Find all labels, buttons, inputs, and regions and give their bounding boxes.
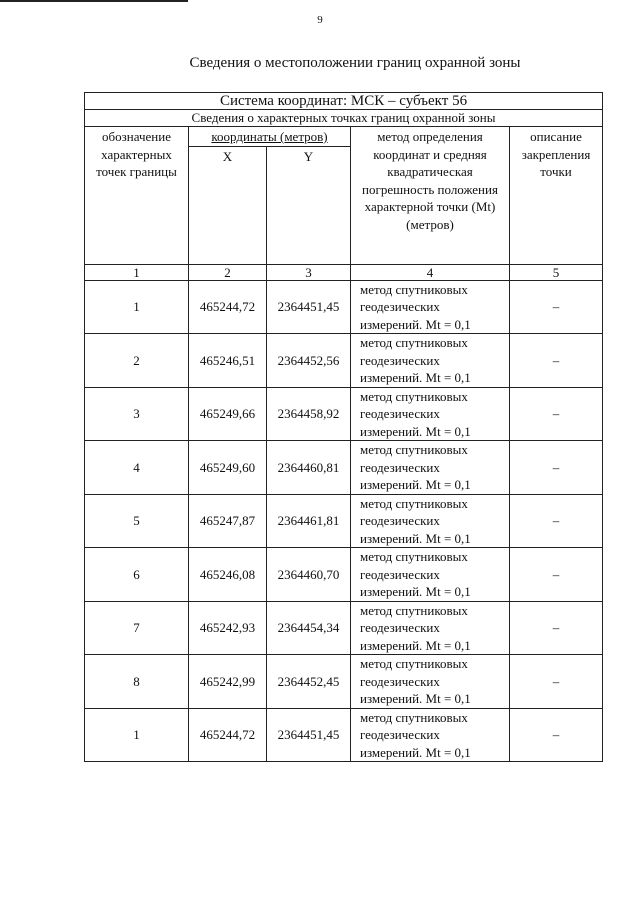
method-line: измерений. Mt = 0,1 bbox=[360, 691, 471, 706]
method-line: измерений. Mt = 0,1 bbox=[360, 744, 471, 760]
x-coordinate-cell: 465242,99 bbox=[189, 655, 267, 709]
table-subtitle: Сведения о характерных точках границ охранной зоны bbox=[85, 110, 603, 127]
header-coordinates-group: координаты (метров) bbox=[189, 127, 351, 147]
fixing-description-cell: – bbox=[510, 387, 603, 441]
x-coordinate-cell: 465249,66 bbox=[189, 387, 267, 441]
method-line: геодезических bbox=[360, 673, 440, 689]
fixing-description-cell: – bbox=[510, 494, 603, 548]
fixing-description-cell: – bbox=[510, 441, 603, 495]
point-number-cell: 1 bbox=[85, 280, 189, 334]
x-coordinate-cell: 465247,87 bbox=[189, 494, 267, 548]
column-number: 1 bbox=[85, 264, 189, 280]
point-number-cell: 3 bbox=[85, 387, 189, 441]
fixing-description-cell: – bbox=[510, 601, 603, 655]
method-line: измерений. Mt = 0,1 bbox=[360, 316, 471, 332]
column-number: 2 bbox=[189, 264, 267, 280]
column-number: 3 bbox=[267, 264, 351, 280]
method-line: геодезических bbox=[360, 352, 440, 368]
header-point-designation: обозначение характерных точек границы bbox=[85, 127, 189, 265]
method-cell bbox=[351, 548, 510, 602]
method-line: геодезических bbox=[360, 513, 440, 528]
method-line: геодезических bbox=[360, 406, 440, 421]
header-fixing-description: описание закрепления точки bbox=[510, 127, 603, 265]
point-number-cell: 5 bbox=[85, 494, 189, 548]
method-cell bbox=[351, 655, 510, 709]
boundary-points-table bbox=[84, 92, 603, 762]
method-cell bbox=[351, 494, 510, 548]
y-coordinate-cell: 2364452,56 bbox=[267, 334, 351, 388]
fixing-description-cell: – bbox=[510, 708, 603, 762]
table-row bbox=[85, 280, 603, 334]
method-line: метод спутниковых bbox=[360, 281, 468, 297]
x-coordinate-cell: 465242,93 bbox=[189, 601, 267, 655]
method-line: метод спутниковых bbox=[360, 442, 468, 457]
y-coordinate-cell: 2364452,45 bbox=[267, 655, 351, 709]
page-number: 9 bbox=[317, 14, 323, 26]
point-number-cell: 7 bbox=[85, 601, 189, 655]
table-row bbox=[85, 334, 603, 388]
method-line: геодезических bbox=[360, 727, 440, 742]
method-line: метод спутниковых bbox=[360, 335, 468, 350]
y-coordinate-cell: 2364461,81 bbox=[267, 494, 351, 548]
method-line: измерений. Mt = 0,1 bbox=[360, 370, 471, 385]
method-line: геодезических bbox=[360, 566, 440, 582]
method-line: измерений. Mt = 0,1 bbox=[360, 423, 471, 439]
header-x: X bbox=[189, 146, 267, 264]
x-coordinate-cell: 465244,72 bbox=[189, 280, 267, 334]
x-coordinate-cell: 465246,08 bbox=[189, 548, 267, 602]
table-row bbox=[85, 441, 603, 495]
table-row bbox=[85, 494, 603, 548]
column-number: 5 bbox=[510, 264, 603, 280]
table-row bbox=[85, 387, 603, 441]
method-line: метод спутниковых bbox=[360, 388, 468, 404]
method-line: метод спутниковых bbox=[360, 549, 468, 564]
method-line: измерений. Mt = 0,1 bbox=[360, 637, 471, 653]
method-line: метод спутниковых bbox=[360, 602, 468, 618]
document-title: Сведения о местоположении границ охранной зоны bbox=[189, 55, 521, 71]
y-coordinate-cell: 2364454,34 bbox=[267, 601, 351, 655]
header-row bbox=[85, 127, 603, 147]
method-line: геодезических bbox=[360, 299, 440, 314]
y-coordinate-cell: 2364458,92 bbox=[267, 387, 351, 441]
column-numbers-row bbox=[85, 264, 603, 280]
method-line: геодезических bbox=[360, 459, 440, 475]
header-method: метод определения координат и средняя квадратическая погрешность положения характерной точки (Mt) (метров) bbox=[351, 127, 510, 265]
method-cell bbox=[351, 708, 510, 762]
coordinate-system-row bbox=[85, 93, 603, 110]
y-coordinate-cell: 2364451,45 bbox=[267, 280, 351, 334]
table-row bbox=[85, 708, 603, 762]
column-number: 4 bbox=[351, 264, 510, 280]
method-line: метод спутниковых bbox=[360, 709, 468, 725]
table-subtitle-row bbox=[85, 110, 603, 127]
fixing-description-cell: – bbox=[510, 548, 603, 602]
point-number-cell: 1 bbox=[85, 708, 189, 762]
y-coordinate-cell: 2364451,45 bbox=[267, 708, 351, 762]
y-coordinate-cell: 2364460,81 bbox=[267, 441, 351, 495]
coordinate-system-title: Система координат: МСК – субъект 56 bbox=[85, 93, 603, 110]
method-line: метод спутниковых bbox=[360, 495, 468, 511]
method-line: измерений. Mt = 0,1 bbox=[360, 584, 471, 599]
table-row bbox=[85, 655, 603, 709]
fixing-description-cell: – bbox=[510, 280, 603, 334]
fixing-description-cell: – bbox=[510, 655, 603, 709]
x-coordinate-cell: 465244,72 bbox=[189, 708, 267, 762]
header-y: Y bbox=[267, 146, 351, 264]
point-number-cell: 8 bbox=[85, 655, 189, 709]
table-row bbox=[85, 601, 603, 655]
method-cell bbox=[351, 280, 510, 334]
point-number-cell: 4 bbox=[85, 441, 189, 495]
page-corner-rule bbox=[0, 0, 188, 2]
method-cell bbox=[351, 334, 510, 388]
method-cell bbox=[351, 441, 510, 495]
method-line: геодезических bbox=[360, 620, 440, 635]
method-line: измерений. Mt = 0,1 bbox=[360, 477, 471, 492]
method-cell bbox=[351, 601, 510, 655]
x-coordinate-cell: 465249,60 bbox=[189, 441, 267, 495]
point-number-cell: 2 bbox=[85, 334, 189, 388]
y-coordinate-cell: 2364460,70 bbox=[267, 548, 351, 602]
table-row bbox=[85, 548, 603, 602]
x-coordinate-cell: 465246,51 bbox=[189, 334, 267, 388]
method-cell bbox=[351, 387, 510, 441]
fixing-description-cell: – bbox=[510, 334, 603, 388]
method-line: измерений. Mt = 0,1 bbox=[360, 530, 471, 546]
point-number-cell: 6 bbox=[85, 548, 189, 602]
method-line: метод спутниковых bbox=[360, 656, 468, 671]
